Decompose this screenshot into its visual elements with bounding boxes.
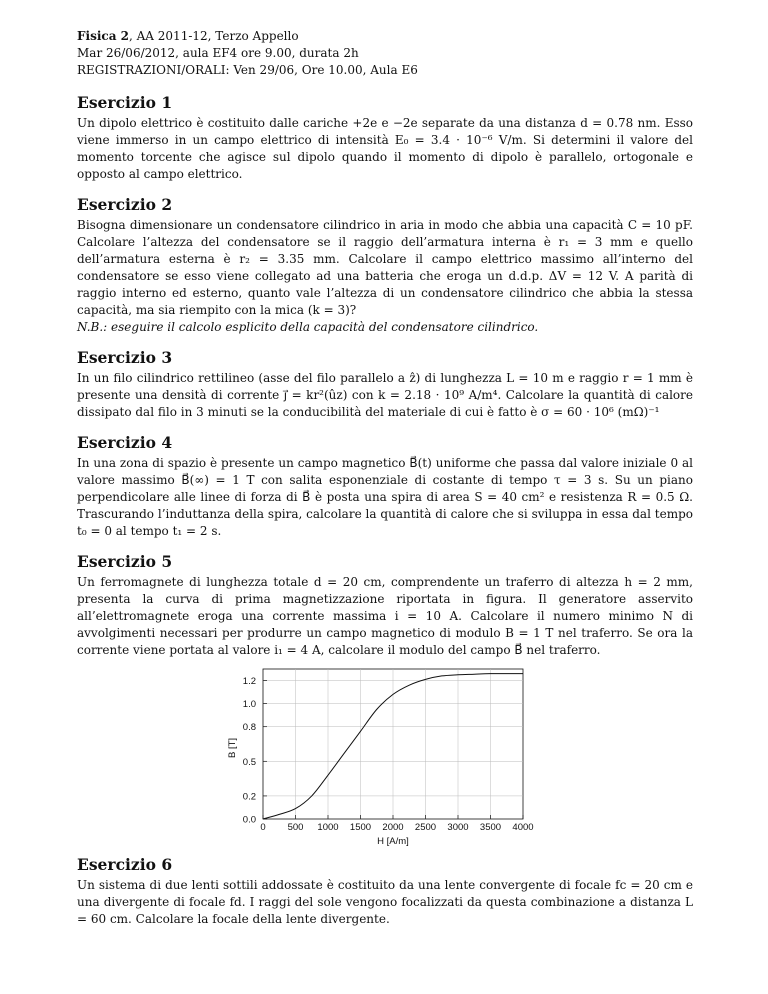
x-tick-label: 3500 [479, 822, 502, 833]
magnetization-chart [77, 667, 693, 851]
exercise-4-title: Esercizio 4 [77, 433, 173, 452]
course-session: , AA 2011-12, Terzo Appello [129, 29, 299, 43]
x-tick-label: 4000 [512, 822, 534, 833]
exercise-5-text: Un ferromagnete di lunghezza totale d = 20 cm, comprendente un traferro di altezza h = 2 mm, presenta la curva di prima magnetizzazione riportata in figura. Il generatore asservito all’elettromagnete eroga una corrente massima i = 10 A. Calcolare il numero minimo N di avvolgimenti necessari per produrre un campo magnetico di modulo B = 1 T nel traferro. Se ora la corrente viene portata al valore i₁ = 4 A, calcolare il modulo del campo B⃗ nel traferro. [77, 575, 693, 657]
y-tick-label: 1.0 [242, 699, 256, 711]
exercise-2-title: Esercizio 2 [77, 195, 173, 214]
exercise-5 [77, 552, 693, 659]
exercise-1 [77, 93, 693, 183]
exercise-6 [77, 855, 693, 928]
exercise-3-title: Esercizio 3 [77, 348, 173, 367]
course-name: Fisica 2 [77, 29, 130, 43]
x-tick-label: 3000 [447, 822, 469, 833]
header-line-2: Mar 26/06/2012, aula EF4 ore 9.00, durata 2h [77, 46, 359, 60]
x-tick-label: 1000 [317, 822, 339, 833]
x-tick-label: 0 [260, 822, 266, 833]
exam-header [77, 28, 693, 79]
x-tick-label: 500 [287, 822, 304, 833]
exercise-6-text: Un sistema di due lenti sottili addossate è costituito da una lente convergente di focale fc = 20 cm e una divergente di focale fd. I raggi del sole vengono focalizzati da questa combinazione a distanza L = 60 cm. Calcolare la focale della lente divergente. [77, 878, 693, 926]
exercise-2-text: Bisogna dimensionare un condensatore cilindrico in aria in modo che abbia una capacità C = 10 pF. Calcolare l’altezza del condensatore se il raggio dell’armatura interna è r₁ = 3 mm e quello dell’armatura esterna è r₂ = 3.35 mm. Calcolare il campo elettrico massimo all’interno del condensatore se esso viene collegato ad una batteria che eroga un d.d.p. ΔV = 12 V. A parità di raggio interno ed esterno, quanto vale l’altezza di un condensatore cilindrico che abbia la stessa capacità, ma sia riempito con la mica (k = 3)? [77, 218, 693, 317]
y-tick-label: 1.2 [242, 676, 256, 688]
exercise-3-text: In un filo cilindrico rettilineo (asse del filo parallelo a ẑ) di lunghezza L = 10 m e raggio r = 1 mm è presente una densità di corrente j⃗ = kr²(ûz) con k = 2.18 · 10⁹ A/m⁴. Calcolare la quantità di calore dissipato dal filo in 3 minuti se la conducibilità del materiale di cui è fatto è σ = 60 · 10⁶ (mΩ)⁻¹ [77, 371, 693, 419]
x-tick-label: 1500 [349, 822, 372, 833]
y-tick-label: 0.8 [242, 722, 256, 734]
header-line-3: REGISTRAZIONI/ORALI: Ven 29/06, Ore 10.00, Aula E6 [77, 63, 418, 77]
exercise-2-note: N.B.: eseguire il calcolo esplicito della capacità del condensatore cilindrico. [77, 320, 539, 334]
exercise-3 [77, 348, 693, 421]
exercise-2 [77, 195, 693, 336]
exercise-4-text: In una zona di spazio è presente un campo magnetico B⃗(t) uniforme che passa dal valore iniziale 0 al valore massimo B⃗(∞) = 1 T con salita esponenziale di costante di tempo τ = 3 s. Su un piano perpendicolare alle linee di forza di B⃗ è posta una spira di area S = 40 cm² e resistenza R = 0.5 Ω. Trascurando l’induttanza della spira, calcolare la quantità di calore che si sviluppa in essa dal tempo t₀ = 0 al tempo t₁ = 2 s. [77, 456, 693, 538]
x-tick-label: 2000 [382, 822, 404, 833]
x-tick-label: 2500 [414, 822, 437, 833]
header-line-1 [77, 28, 693, 45]
exercise-1-title: Esercizio 1 [77, 93, 173, 112]
magnetization-chart-svg [77, 667, 693, 851]
exercise-6-title: Esercizio 6 [77, 855, 173, 874]
y-tick-label: 0.5 [242, 756, 256, 768]
exercise-4 [77, 433, 693, 540]
exercise-5-title: Esercizio 5 [77, 552, 173, 571]
y-axis-label: B [T] [227, 737, 238, 759]
y-tick-label: 0.2 [242, 791, 256, 803]
exam-sheet [77, 28, 693, 928]
x-axis-label: H [A/m] [377, 836, 409, 847]
exercise-1-text: Un dipolo elettrico è costituito dalle cariche +2e e −2e separate da una distanza d = 0.78 nm. Esso viene immerso in un campo elettrico di intensità E₀ = 3.4 · 10⁻⁶ V/m. Si determini il valore del momento torcente che agisce sul dipolo quando il momento di dipolo è parallelo, ortogonale e opposto al campo elettrico. [77, 116, 693, 181]
y-tick-label: 0.0 [242, 814, 256, 826]
